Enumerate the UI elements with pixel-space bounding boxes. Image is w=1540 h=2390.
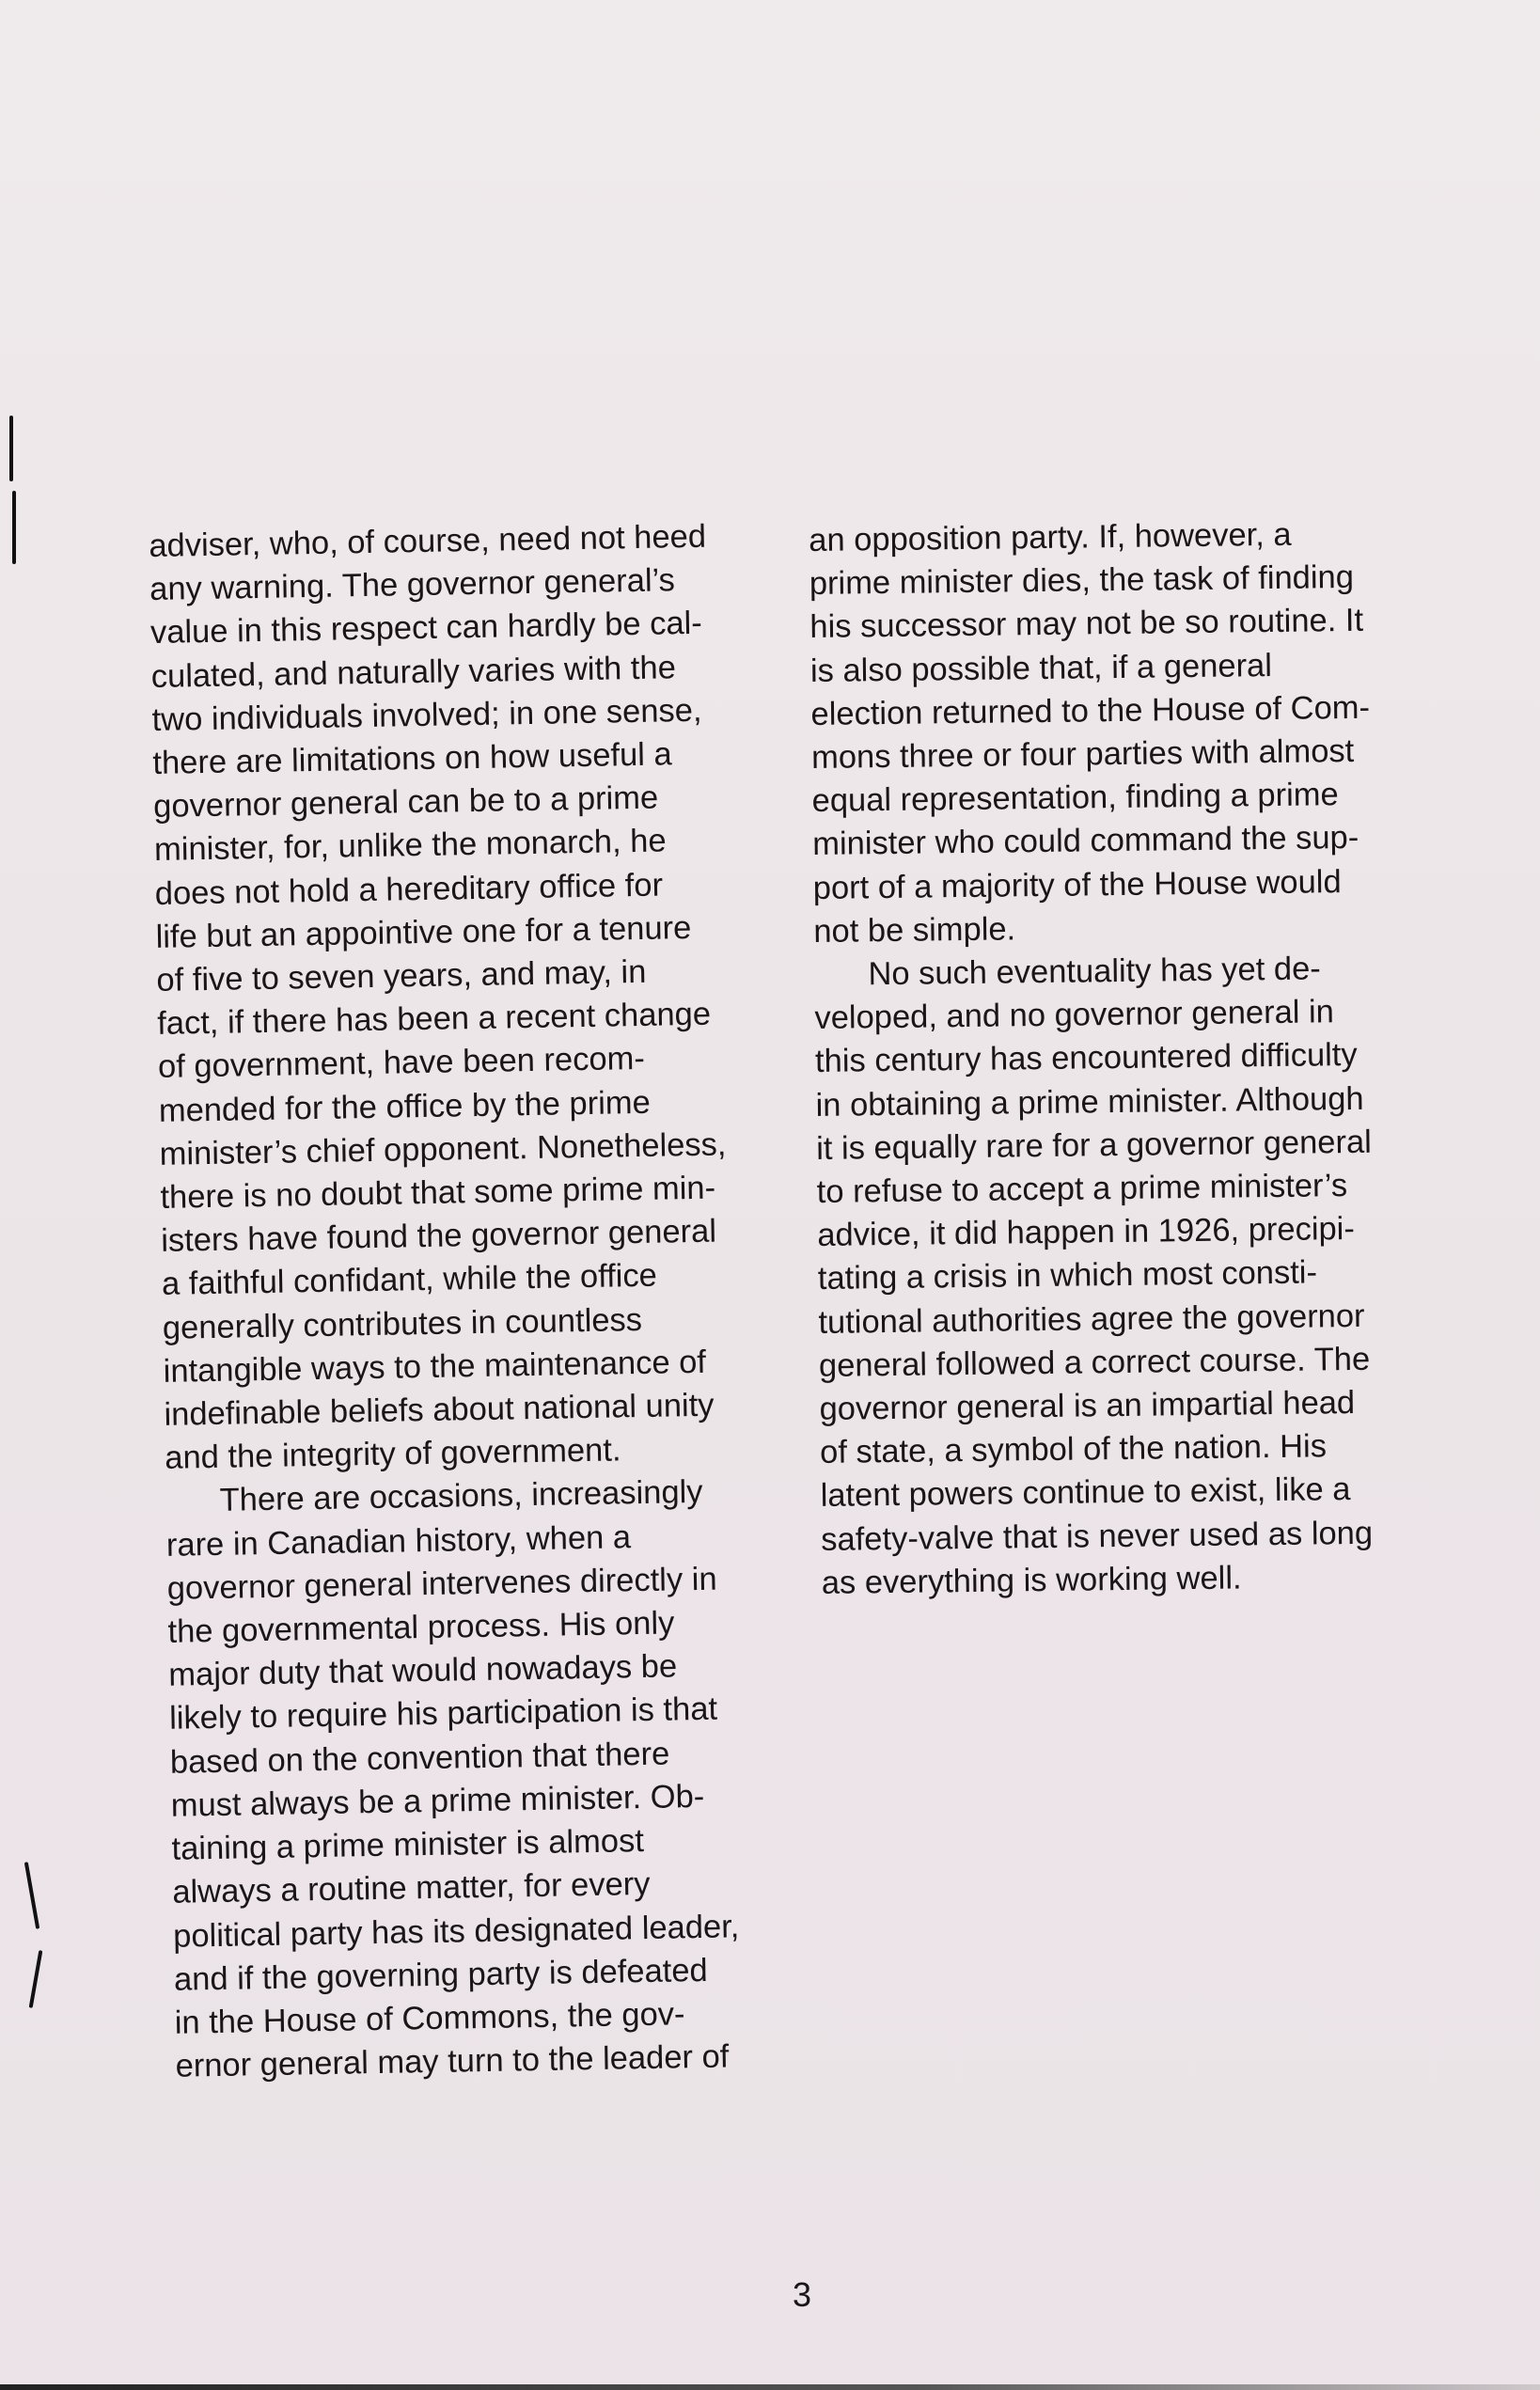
- text-line: mons three or four parties with almost: [810, 732, 1355, 776]
- text-line: any warning. The governor general’s: [149, 562, 676, 608]
- staple-mark: [9, 416, 13, 481]
- staple-mark: [12, 491, 16, 564]
- text-line: minister’s chief opponent. Nonetheless,: [159, 1126, 727, 1172]
- text-line: isters have found the governor general: [160, 1213, 717, 1260]
- text-line: of government, have been recom-: [157, 1041, 646, 1086]
- text-line: taining a prime minister is almost: [171, 1823, 645, 1867]
- text-line: is also possible that, if a general: [809, 647, 1273, 689]
- text-line: of state, a symbol of the nation. His: [819, 1428, 1328, 1471]
- text-line: in obtaining a prime minister. Although: [815, 1080, 1364, 1124]
- text-line: governor general intervenes directly in: [166, 1561, 717, 1607]
- text-line: of five to seven years, and may, in: [156, 953, 647, 998]
- text-line: port of a majority of the House would: [812, 863, 1342, 906]
- text-line: always a routine matter, for every: [172, 1866, 651, 1911]
- text-line: in the House of Commons, the gov-: [174, 1996, 685, 2041]
- text-line: two individuals involved; in one sense,: [151, 692, 702, 738]
- text-line: governor general is an impartial head: [819, 1385, 1356, 1427]
- staple-mark: [29, 1950, 43, 2008]
- text-line: latent powers continue to exist, like a: [820, 1471, 1351, 1515]
- text-line: safety-valve that is never used as long: [821, 1515, 1374, 1558]
- text-line: rare in Canadian history, when a: [165, 1518, 632, 1564]
- text-line: as everything is working well.: [821, 1560, 1242, 1601]
- text-line: political party has its designated leader,: [172, 1908, 740, 1955]
- text-line: and the integrity of government.: [165, 1432, 621, 1477]
- text-line: must always be a prime minister. Ob-: [170, 1778, 705, 1824]
- text-line: to refuse to accept a prime minister’s: [816, 1168, 1348, 1210]
- text-line: there are limitations on how useful a: [152, 736, 672, 781]
- text-line: life but an appointive one for a tenure: [155, 909, 692, 955]
- text-line: likely to require his participation is that: [168, 1691, 718, 1737]
- text-line: fact, if there has been a recent change: [156, 996, 712, 1043]
- text-line: a faithful confidant, while the office: [161, 1258, 658, 1303]
- text-line: major duty that would nowadays be: [168, 1648, 678, 1694]
- text-line: prime minister dies, the task of finding: [809, 559, 1355, 603]
- text-line: advice, it did happen in 1926, precipi-: [817, 1211, 1356, 1254]
- text-line: does not hold a hereditary office for: [154, 867, 664, 912]
- text-line: value in this respect can hardly be cal-: [149, 605, 703, 652]
- text-line: indefinable beliefs about national unity: [164, 1387, 715, 1433]
- text-line: There are occasions, increasingly: [165, 1474, 703, 1520]
- text-line: No such eventuality has yet de-: [813, 951, 1321, 993]
- text-line: tating a crisis in which most consti-: [817, 1254, 1318, 1297]
- text-line: and if the governing party is defeated: [173, 1952, 708, 1998]
- text-line: ernor general may turn to the leader of: [175, 2038, 730, 2084]
- text-line: the governmental process. His only: [167, 1605, 675, 1650]
- text-line: there is no doubt that some prime min-: [160, 1170, 716, 1216]
- text-line: his successor may not be so routine. It: [809, 603, 1364, 646]
- left-text-column: [149, 513, 825, 2088]
- right-text-column: [809, 511, 1461, 1605]
- text-line: adviser, who, of course, need not heed: [149, 518, 707, 564]
- text-line: not be simple.: [813, 911, 1016, 950]
- text-line: minister, for, unlike the monarch, he: [153, 823, 667, 869]
- staple-mark: [24, 1862, 39, 1929]
- text-line: this century has encountered difficulty: [814, 1037, 1358, 1080]
- text-line: equal representation, finding a prime: [811, 777, 1339, 820]
- text-line: tutional authorities agree the governor: [818, 1297, 1365, 1341]
- text-line: based on the convention that there: [169, 1736, 670, 1781]
- text-line: an opposition party. If, however, a: [809, 516, 1292, 558]
- text-line: governor general can be to a prime: [152, 779, 659, 825]
- text-line: intangible ways to the maintenance of: [163, 1344, 707, 1390]
- text-line: mended for the office by the prime: [158, 1084, 652, 1129]
- text-line: election returned to the House of Com-: [810, 689, 1371, 732]
- page-bottom-edge: [0, 2384, 1540, 2390]
- text-line: veloped, and no governor general in: [814, 994, 1335, 1037]
- text-line: it is equally rare for a governor general: [815, 1124, 1373, 1167]
- page-number: 3: [793, 2275, 812, 2314]
- text-line: general followed a correct course. The: [818, 1341, 1371, 1384]
- text-line: culated, and naturally varies with the: [150, 649, 677, 695]
- text-line: minister who could command the sup-: [812, 820, 1359, 863]
- text-line: generally contributes in countless: [162, 1301, 643, 1346]
